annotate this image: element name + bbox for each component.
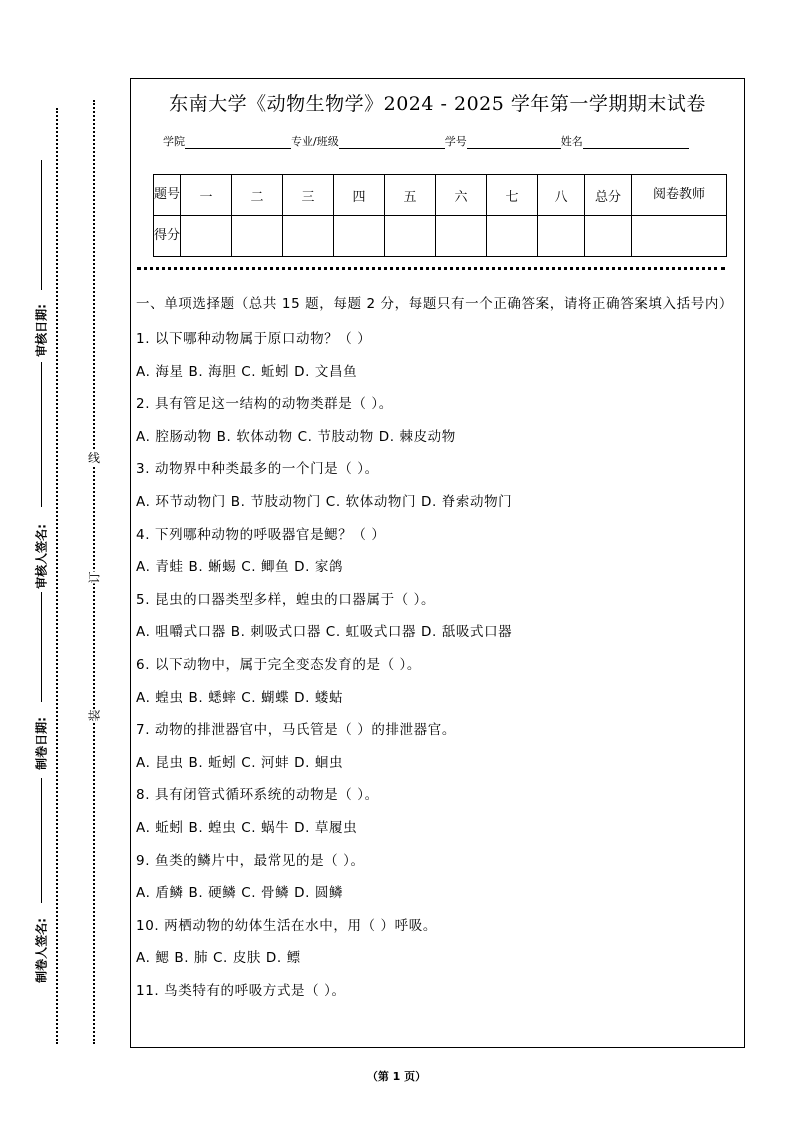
options-line: A. 昆虫 B. 蚯蚓 C. 河蚌 D. 蛔虫 xyxy=(136,754,344,771)
score-cell-grader[interactable] xyxy=(632,216,727,257)
score-cell-6[interactable] xyxy=(436,216,487,257)
make-date-label: 制卷日期: xyxy=(34,717,49,770)
score-cell-1[interactable] xyxy=(181,216,232,257)
review-date-label: 审核日期: xyxy=(34,304,49,357)
question-line: 3. 动物界中种类最多的一个门是（ ）。 xyxy=(136,461,379,478)
column-7: 七 xyxy=(487,175,538,216)
page-number: （第 1 页） xyxy=(366,1070,427,1083)
binding-char-staple: 订 xyxy=(87,571,102,584)
name-field[interactable] xyxy=(583,136,689,149)
binding-char-line: 线 xyxy=(88,451,101,465)
options-line: A. 蝗虫 B. 蟋蟀 C. 蝴蝶 D. 蝼蛄 xyxy=(136,689,344,706)
question-line: 4. 下列哪种动物的呼吸器官是鳃？（ ） xyxy=(136,526,386,543)
score-cell-2[interactable] xyxy=(232,216,283,257)
score-table xyxy=(153,174,727,257)
options-line: A. 青蛙 B. 蜥蜴 C. 鲫鱼 D. 家鸽 xyxy=(136,559,344,576)
make-date-line[interactable] xyxy=(41,592,42,702)
score-cell-4[interactable] xyxy=(334,216,385,257)
header-separator xyxy=(137,267,725,270)
student-info-row xyxy=(163,133,689,149)
score-cell-7[interactable] xyxy=(487,216,538,257)
question-line: 6. 以下动物中，属于完全变态发育的是（ ）。 xyxy=(136,656,422,673)
maker-signature-label: 制卷人签名: xyxy=(34,918,49,983)
question-line: 9. 鱼类的鳞片中，最常见的是（ ）。 xyxy=(136,852,365,869)
score-cell-8[interactable] xyxy=(538,216,585,257)
college-field[interactable] xyxy=(185,136,291,149)
name-label: 姓名 xyxy=(560,135,583,148)
options-line: A. 鳃 B. 肺 C. 皮肤 D. 鳔 xyxy=(136,950,301,967)
column-3: 三 xyxy=(283,175,334,216)
column-2: 二 xyxy=(232,175,283,216)
column-total: 总分 xyxy=(585,175,632,216)
left-dotted-rule xyxy=(56,108,58,1044)
student-id-field[interactable] xyxy=(467,136,561,149)
reviewer-signature-line[interactable] xyxy=(41,362,42,507)
exam-title: 东南大学《动物生物学》2024 - 2025 学年第一学期期末试卷 xyxy=(169,93,706,115)
column-8: 八 xyxy=(538,175,585,216)
column-4: 四 xyxy=(334,175,385,216)
score-cell-5[interactable] xyxy=(385,216,436,257)
section1 xyxy=(136,293,736,1007)
question-line: 1. 以下哪种动物属于原口动物？（ ） xyxy=(136,331,372,347)
column-grader: 阅卷教师 xyxy=(632,175,727,216)
options-line: A. 环节动物门 B. 节肢动物门 C. 软体动物门 D. 脊索动物门 xyxy=(136,493,513,510)
column-5: 五 xyxy=(385,175,436,216)
college-label: 学院 xyxy=(163,135,185,148)
exam-paper xyxy=(130,78,745,1048)
student-id-label: 学号 xyxy=(444,135,467,148)
score-table-header-row xyxy=(154,175,727,216)
score-header: 得分 xyxy=(154,216,181,257)
options-line: A. 海星 B. 海胆 C. 蚯蚓 D. 文昌鱼 xyxy=(136,363,358,380)
score-cell-3[interactable] xyxy=(283,216,334,257)
review-date-line[interactable] xyxy=(41,160,42,290)
question-line: 5. 昆虫的口器类型多样，蝗虫的口器属于（ ）。 xyxy=(136,591,436,608)
options-line: A. 盾鳞 B. 硬鳞 C. 骨鳞 D. 圆鳞 xyxy=(136,885,344,902)
score-table-score-row xyxy=(154,216,727,257)
reviewer-signature-label: 审核人签名: xyxy=(34,524,49,589)
question-line: 10. 两栖动物的幼体生活在水中，用（ ）呼吸。 xyxy=(136,917,437,934)
options-line: A. 腔肠动物 B. 软体动物 C. 节肢动物 D. 棘皮动物 xyxy=(136,428,456,445)
maker-signature-line[interactable] xyxy=(41,778,42,903)
options-line: A. 咀嚼式口器 B. 刺吸式口器 C. 虹吸式口器 D. 舐吸式口器 xyxy=(136,624,513,641)
column-6: 六 xyxy=(436,175,487,216)
major-label: 专业/班级 xyxy=(291,135,339,148)
major-field[interactable] xyxy=(339,136,445,149)
column-1: 一 xyxy=(181,175,232,216)
options-line: A. 蚯蚓 B. 蝗虫 C. 蜗牛 D. 草履虫 xyxy=(136,819,358,836)
question-number-header: 题号 xyxy=(154,175,181,216)
question-line: 7. 动物的排泄器官中，马氏管是（ ）的排泄器官。 xyxy=(136,722,456,739)
binding-char-bind: 装 xyxy=(87,709,102,722)
question-line: 8. 具有闭管式循环系统的动物是（ ）。 xyxy=(136,787,379,804)
question-line: 11. 鸟类特有的呼吸方式是（ ）。 xyxy=(136,982,346,999)
score-cell-total[interactable] xyxy=(585,216,632,257)
question-line: 2. 具有管足这一结构的动物类群是（ ）。 xyxy=(136,396,393,413)
section1-intro: 一、单项选择题（总共 15 题，每题 2 分，每题只有一个正确答案，请将正确答案填入括号内） xyxy=(136,296,734,312)
